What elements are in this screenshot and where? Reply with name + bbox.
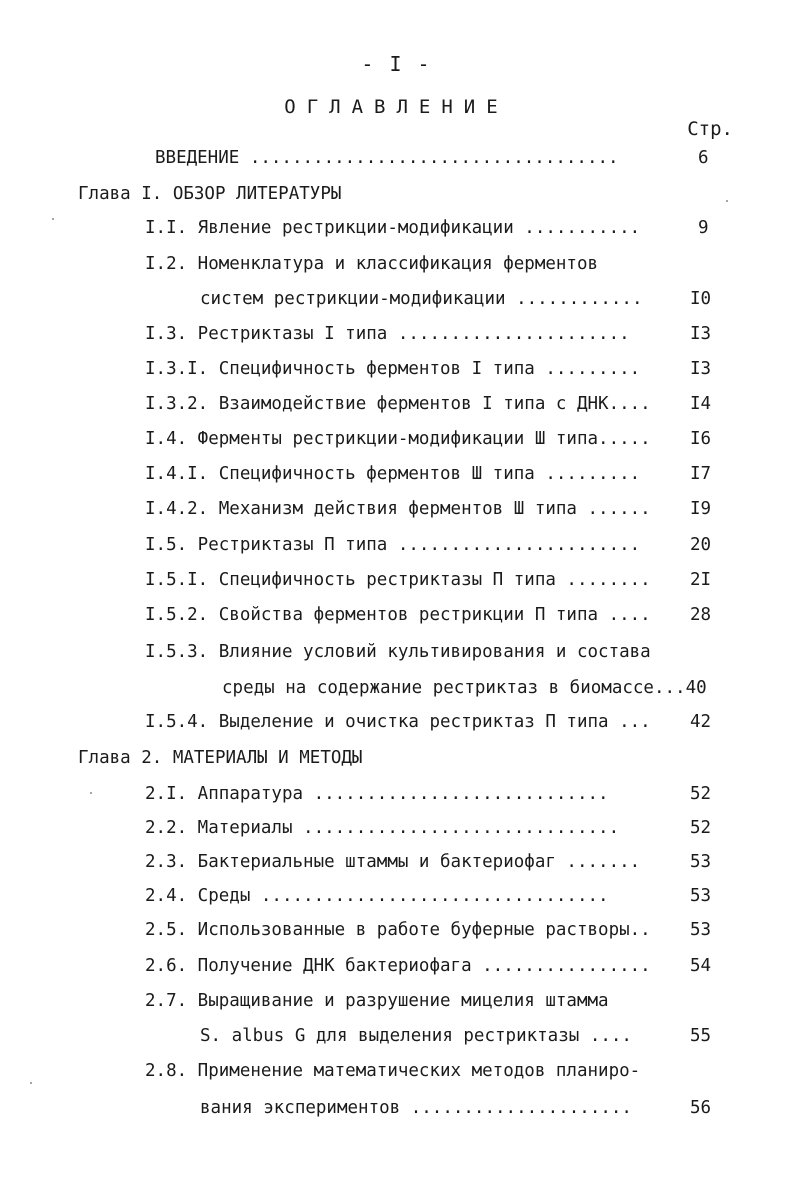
toc-chapter-2: Глава 2. МАТЕРИАЛЫ И МЕТОДЫ (78, 748, 363, 768)
toc-entry-1-2: I.2. Номенклатура и классификация ферментов (145, 254, 599, 274)
toc-page-number: 53 (690, 886, 712, 906)
toc-entry-1-2-cont: систем рестрикции-модификации ............ (200, 289, 643, 309)
toc-page-number: I3 (690, 324, 712, 344)
toc-page-number: 28 (690, 605, 712, 625)
toc-entry-2-1: 2.I. Аппаратура ............................ (145, 784, 609, 804)
toc-entry-introduction: ВВЕДЕНИЕ ................................... (155, 148, 619, 168)
toc-entry-2-5: 2.5. Использованные в работе буферные растворы.. (145, 920, 651, 940)
toc-entry-2-8-cont: вания экспериментов ..................... (200, 1098, 632, 1118)
scan-speck (726, 200, 728, 202)
page-title: ОГЛАВЛЕНИЕ (284, 96, 509, 118)
toc-entry-1-5-1: I.5.I. Специфичность рестриктазы П типа ........ (145, 570, 651, 590)
toc-entry-1-5-4: I.5.4. Выделение и очистка рестриктаз П типа ... (145, 712, 651, 732)
toc-entry-2-8: 2.8. Применение математических методов планиро- (145, 1061, 641, 1081)
toc-page-number: 56 (690, 1098, 712, 1118)
toc-chapter-1: Глава I. ОБЗОР ЛИТЕРАТУРЫ (78, 184, 342, 204)
toc-entry-1-5-2: I.5.2. Свойства ферментов рестрикции П типа .... (145, 605, 651, 625)
toc-entry-2-2: 2.2. Материалы .............................. (145, 818, 620, 838)
toc-page-number: I7 (690, 464, 712, 484)
toc-entry-2-7: 2.7. Выращивание и разрушение мицелия штамма (145, 991, 609, 1011)
page-number: - I - (361, 52, 432, 76)
toc-entry-1-5: I.5. Рестриктазы П типа ....................... (145, 535, 641, 555)
toc-entry-2-3: 2.3. Бактериальные штаммы и бактериофаг ....... (145, 852, 641, 872)
toc-entry-1-3-2: I.3.2. Взаимодействие ферментов I типа с ДНК.... (145, 394, 651, 414)
toc-entry-1-4-1: I.4.I. Специфичность ферментов Ш типа ......... (145, 464, 641, 484)
page-column-label: Стр. (687, 118, 733, 140)
toc-entry-1-3: I.3. Рестриктазы I типа ...................... (145, 324, 630, 344)
toc-page-number: I6 (690, 429, 712, 449)
toc-page-number: I0 (690, 289, 712, 309)
toc-page-number: 2I (690, 570, 712, 590)
toc-page-number: I3 (690, 359, 712, 379)
toc-page-number: I9 (690, 499, 712, 519)
toc-page-number: I4 (690, 394, 712, 414)
toc-entry-1-4-2: I.4.2. Механизм действия ферментов Ш типа ...... (145, 499, 651, 519)
toc-entry-1-3-1: I.3.I. Специфичность ферментов I типа ......... (145, 359, 641, 379)
toc-entry-2-4: 2.4. Среды ................................. (145, 886, 609, 906)
scan-speck (90, 792, 92, 794)
toc-entry-1-1: I.I. Явление рестрикции-модификации ........... (145, 218, 641, 238)
toc-page-number: 54 (690, 956, 712, 976)
toc-page-number: 52 (690, 818, 712, 838)
toc-entry-1-4: I.4. Ферменты рестрикции-модификации Ш типа..... (145, 429, 651, 449)
toc-page-number: 55 (690, 1026, 712, 1046)
scan-speck (30, 1082, 32, 1084)
toc-entry-2-6: 2.6. Получение ДНК бактериофага ................ (145, 956, 651, 976)
toc-page-number: 6 (698, 148, 709, 168)
toc-entry-1-5-3-cont: среды на содержание рестриктаз в биомассе...40 (222, 678, 707, 698)
toc-entry-1-5-3: I.5.3. Влияние условий культивирования и состава (145, 642, 651, 662)
toc-page-number: 53 (690, 852, 712, 872)
scan-speck (52, 218, 54, 220)
toc-page-number: 9 (698, 218, 709, 238)
toc-page-number: 42 (690, 712, 712, 732)
toc-page-number: 53 (690, 920, 712, 940)
toc-page-number: 20 (690, 535, 712, 555)
toc-page-number: 52 (690, 784, 712, 804)
toc-entry-2-7-cont: S. albus G для выделения рестриктазы .... (200, 1026, 632, 1046)
